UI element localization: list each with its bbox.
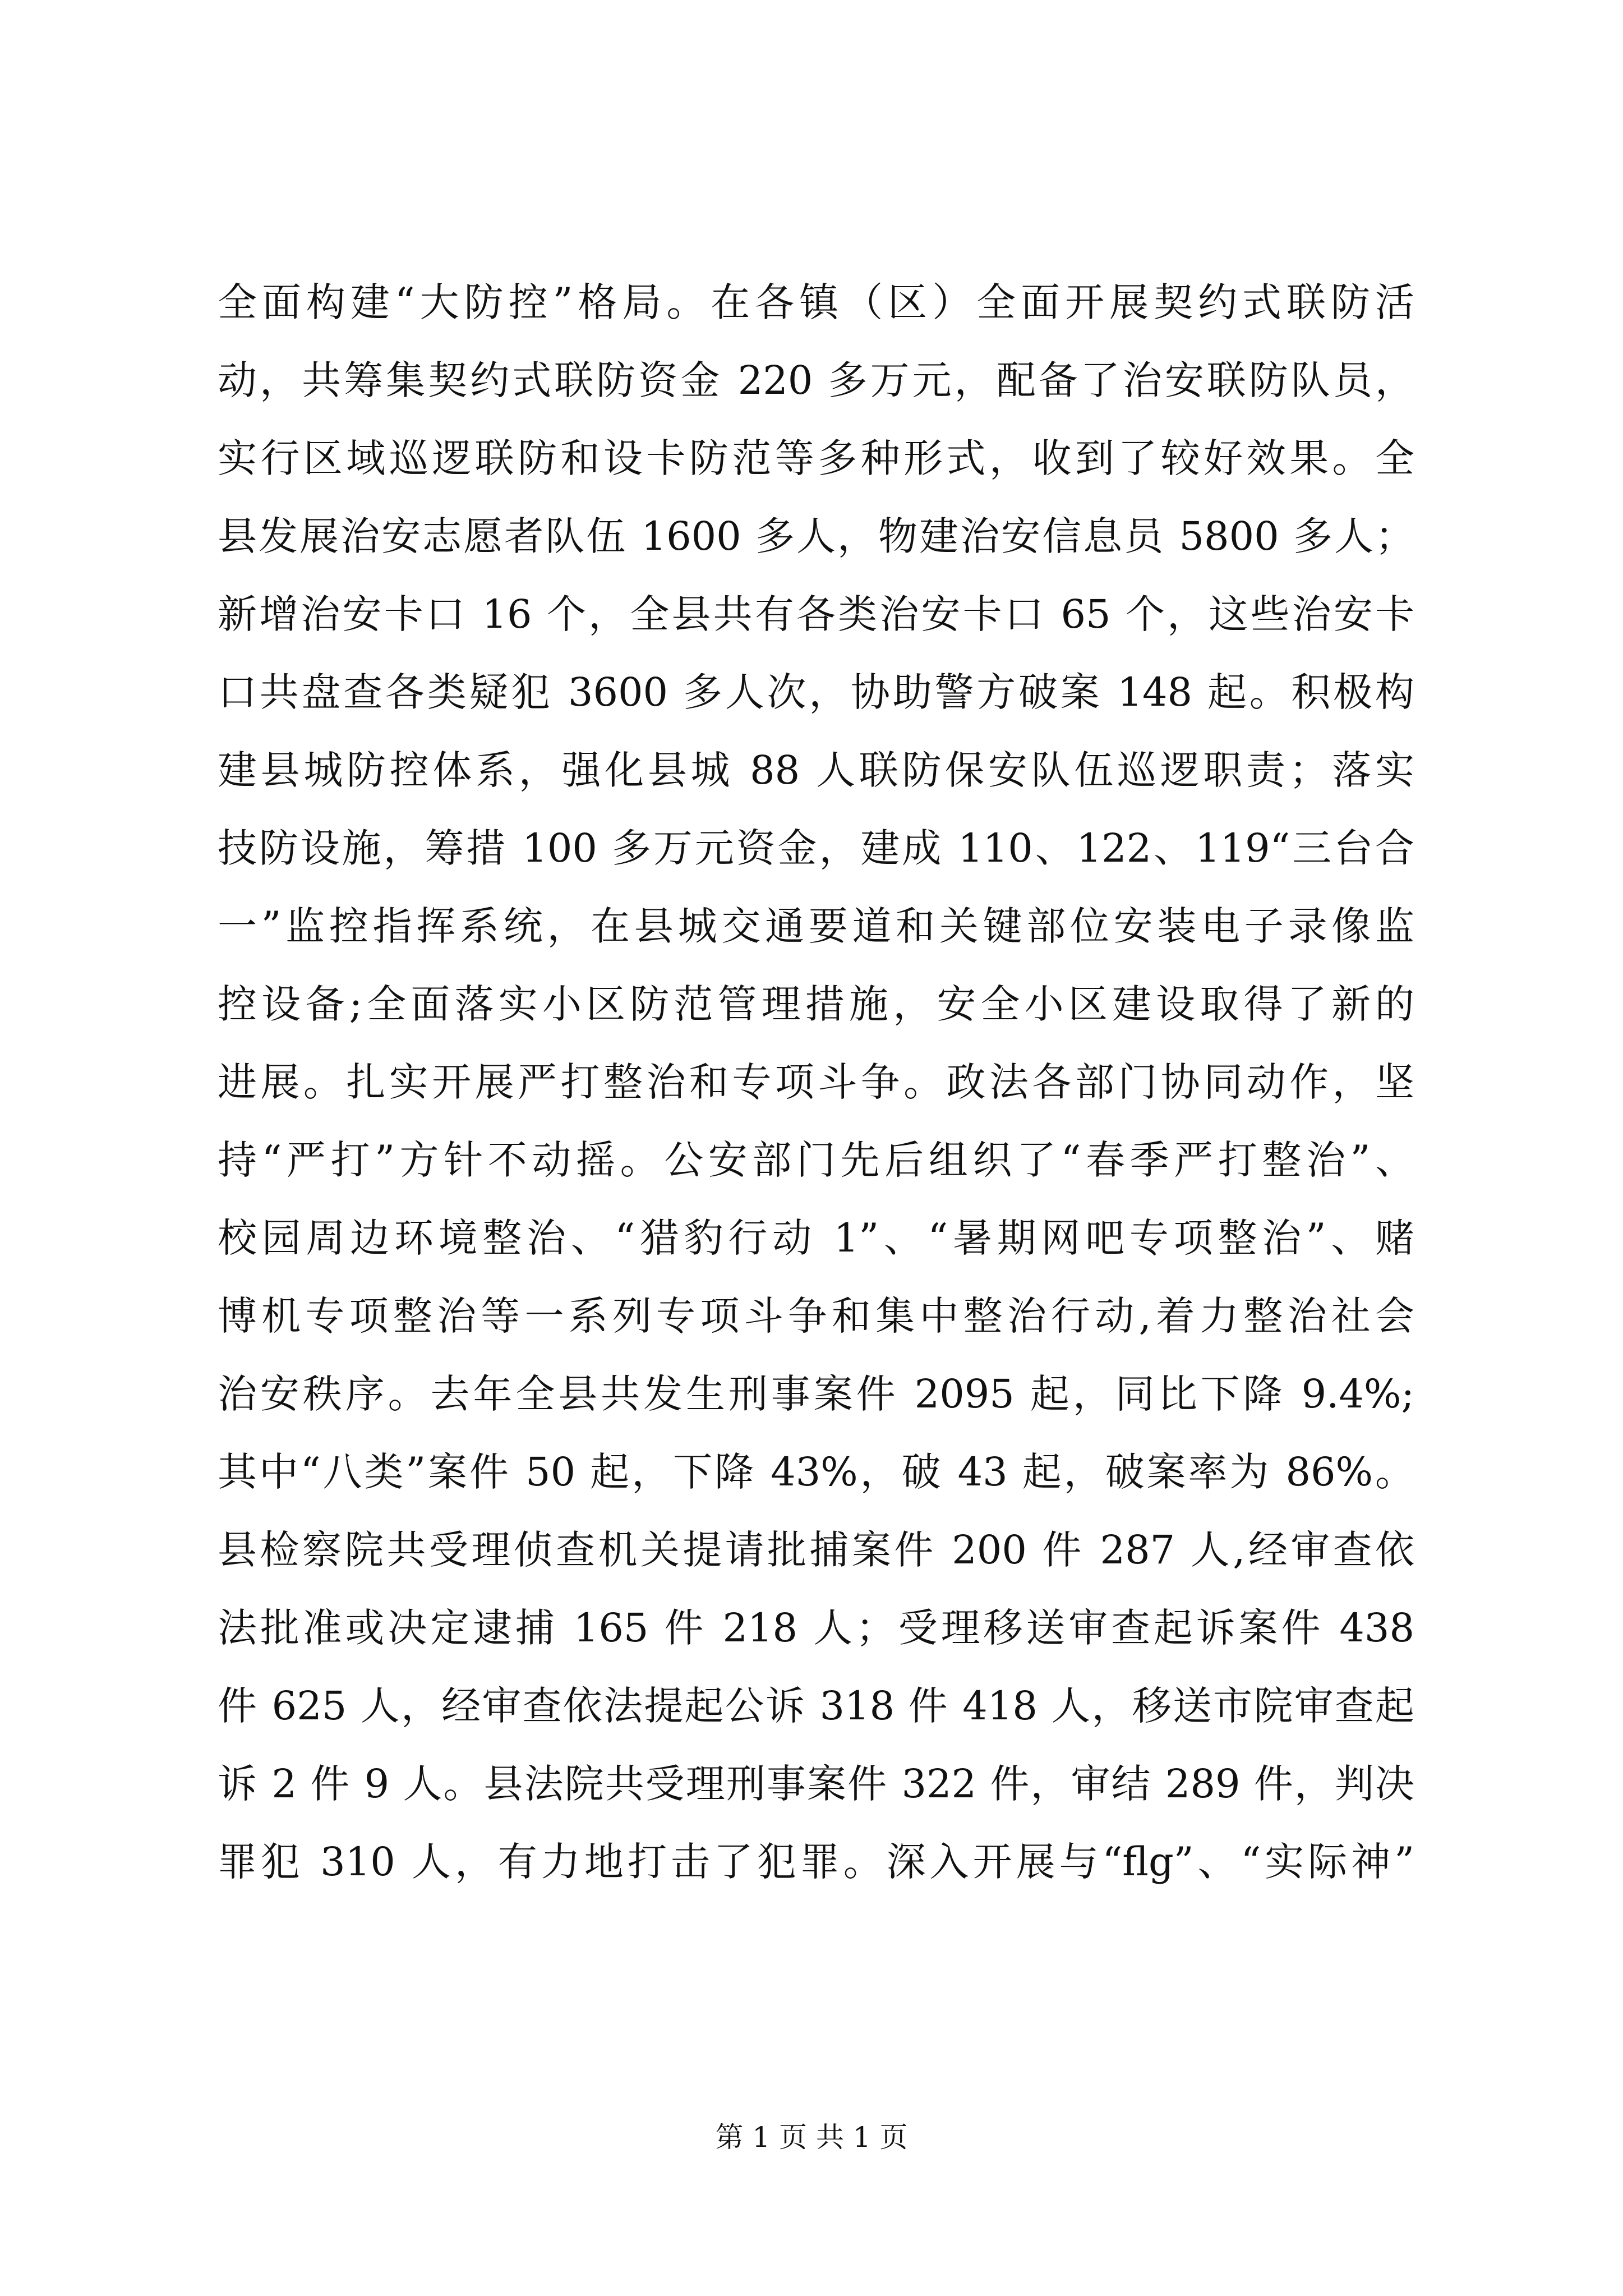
text-line-15: 治安秩序。去年全县共发生刑事案件 2095 起，同比下降 9.4%; [218,1371,1414,1417]
document-body [218,264,1414,1901]
text-line-21: 罪犯 310 人，有力地打击了犯罪。深入开展与“flg”、“实际神” [218,1839,1414,1885]
text-line-8: 技防设施，筹措 100 多万元资金，建成 110、122、119“三台合 [218,825,1414,871]
text-line-20: 诉 2 件 9 人。县法院共受理刑事案件 322 件，审结 289 件，判决 [218,1761,1414,1807]
text-line-5: 新增治安卡口 16 个，全县共有各类治安卡口 65 个，这些治安卡 [218,591,1414,637]
text-line-9: 一”监控指挥系统，在县城交通要道和关键部位安装电子录像监 [218,903,1414,949]
text-line-18: 法批准或决定逮捕 165 件 218 人；受理移送审查起诉案件 438 [218,1605,1414,1651]
text-line-1: 全面构建“大防控”格局。在各镇（区）全面开展契约式联防活 [218,279,1414,325]
text-line-4: 县发展治安志愿者队伍 1600 多人，物建治安信息员 5800 多人； [218,513,1414,559]
page-footer [0,2118,1623,2157]
text-line-12: 持“严打”方针不动摇。公安部门先后组织了“春季严打整治”、 [218,1137,1414,1183]
text-line-3: 实行区域巡逻联防和设卡防范等多种形式，收到了较好效果。全 [218,435,1414,481]
text-line-2: 动，共筹集契约式联防资金 220 多万元，配备了治安联防队员， [218,357,1414,403]
text-line-13: 校园周边环境整治、“猎豹行动 1”、“暑期网吧专项整治”、赌 [218,1215,1414,1261]
text-line-11: 进展。扎实开展严打整治和专项斗争。政法各部门协同动作，坚 [218,1059,1414,1105]
text-line-6: 口共盘查各类疑犯 3600 多人次，协助警方破案 148 起。积极构 [218,669,1414,715]
text-line-10: 控设备;全面落实小区防范管理措施，安全小区建设取得了新的 [218,981,1414,1027]
text-line-17: 县检察院共受理侦查机关提请批捕案件 200 件 287 人,经审查依 [218,1527,1414,1573]
text-line-19: 件 625 人，经审查依法提起公诉 318 件 418 人，移送市院审查起 [218,1683,1414,1729]
text-line-16: 其中“八类”案件 50 起，下降 43%，破 43 起，破案率为 86%。 [218,1449,1414,1495]
text-line-7: 建县城防控体系，强化县城 88 人联防保安队伍巡逻职责；落实 [218,747,1414,793]
text-line-14: 博机专项整治等一系列专项斗争和集中整治行动,着力整治社会 [218,1293,1414,1339]
page-number-label: 第 1 页 共 1 页 [715,2121,908,2154]
